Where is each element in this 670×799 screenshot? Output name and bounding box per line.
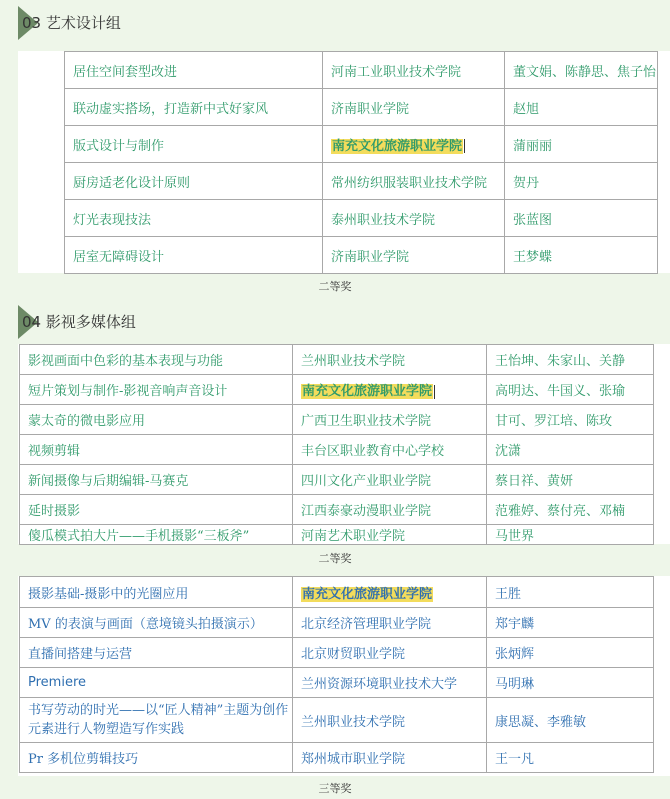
work-title: Pr 多机位剪辑技巧	[20, 743, 293, 773]
authors: 甘可、罗江培、陈玫	[487, 405, 654, 435]
section-header-art-design	[0, 6, 670, 40]
authors: 康思凝、李雅敏	[487, 698, 654, 743]
text-cursor	[434, 385, 435, 399]
table-row	[20, 435, 654, 465]
authors: 郑宇麟	[487, 608, 654, 638]
table-row	[20, 638, 654, 668]
table-row	[65, 52, 658, 89]
authors: 张蓝图	[505, 200, 658, 237]
authors: 蔡日祥、黄妍	[487, 465, 654, 495]
table-row	[20, 345, 654, 375]
authors: 王胜	[487, 577, 654, 608]
school: 河南工业职业技术学院	[323, 52, 505, 89]
school: 兰州资源环境职业技术大学	[293, 668, 487, 698]
authors: 张炳辉	[487, 638, 654, 668]
school: 北京财贸职业学院	[293, 638, 487, 668]
school: 江西泰豪动漫职业学院	[293, 495, 487, 525]
work-title: 厨房适老化设计原则	[65, 163, 323, 200]
table-row	[65, 89, 658, 126]
award-table-3	[19, 576, 654, 773]
work-title: 延时摄影	[20, 495, 293, 525]
authors: 蒲丽丽	[505, 126, 658, 163]
table-row	[20, 743, 654, 773]
award-table-1	[64, 51, 658, 274]
table-caption: 二等奖	[318, 280, 352, 293]
section-title: 03 艺术设计组	[22, 14, 121, 32]
authors: 范雅婷、蔡付亮、邓楠	[487, 495, 654, 525]
authors: 董文娟、陈静思、焦子怡	[505, 52, 658, 89]
table-caption: 三等奖	[318, 782, 352, 795]
work-title: 视频剪辑	[20, 435, 293, 465]
authors: 马世界	[487, 525, 654, 545]
section-title: 04 影视多媒体组	[22, 313, 136, 331]
highlighted-school: 南充文化旅游职业学院	[302, 384, 433, 399]
table-row	[20, 668, 654, 698]
school: 兰州职业技术学院	[293, 345, 487, 375]
table-row	[20, 698, 654, 743]
work-title: 傻瓜模式拍大片——手机摄影“三板斧”	[20, 525, 293, 545]
table-row	[20, 608, 654, 638]
school: 四川文化产业职业学院	[293, 465, 487, 495]
table-row	[20, 577, 654, 608]
work-title: 联动虚实搭场，打造新中式好家风	[65, 89, 323, 126]
award-table-2	[19, 344, 654, 545]
work-title: 摄影基础-摄影中的光圈应用	[20, 577, 293, 608]
authors: 王一凡	[487, 743, 654, 773]
school: 北京经济管理职业学院	[293, 608, 487, 638]
authors: 沈潇	[487, 435, 654, 465]
table-row	[20, 525, 654, 545]
authors: 马明琳	[487, 668, 654, 698]
table-row	[65, 200, 658, 237]
table-row	[65, 126, 658, 163]
school: 兰州职业技术学院	[293, 698, 487, 743]
table-row	[20, 495, 654, 525]
authors: 贺丹	[505, 163, 658, 200]
school-cell	[323, 126, 505, 163]
school: 泰州职业技术学院	[323, 200, 505, 237]
school: 郑州城市职业学院	[293, 743, 487, 773]
school-cell	[293, 375, 487, 405]
school: 河南艺术职业学院	[293, 525, 487, 545]
school: 济南职业学院	[323, 237, 505, 274]
authors: 王梦蝶	[505, 237, 658, 274]
table-caption: 二等奖	[318, 552, 352, 565]
highlighted-school: 南充文化旅游职业学院	[302, 586, 433, 602]
work-title: Premiere	[20, 668, 293, 698]
school: 广西卫生职业技术学院	[293, 405, 487, 435]
work-title: 蒙太奇的微电影应用	[20, 405, 293, 435]
text-cursor	[464, 139, 465, 153]
work-title: 新闻摄像与后期编辑-马赛克	[20, 465, 293, 495]
table-row	[20, 465, 654, 495]
highlighted-school: 南充文化旅游职业学院	[332, 138, 463, 154]
table-row	[65, 237, 658, 274]
work-title: 影视画面中色彩的基本表现与功能	[20, 345, 293, 375]
table-row	[20, 405, 654, 435]
authors: 王怡坤、朱家山、关静	[487, 345, 654, 375]
school-cell	[293, 577, 487, 608]
work-title: 居室无障碍设计	[65, 237, 323, 274]
work-title: 灯光表现技法	[65, 200, 323, 237]
authors: 高明达、牛国义、张瑜	[487, 375, 654, 405]
table-row	[20, 375, 654, 405]
work-title: 直播间搭建与运营	[20, 638, 293, 668]
work-title: MV 的表演与画面（意境镜头拍摄演示）	[20, 608, 293, 638]
work-title: 短片策划与制作-影视音响声音设计	[20, 375, 293, 405]
authors: 赵旭	[505, 89, 658, 126]
school: 丰台区职业教育中心学校	[293, 435, 487, 465]
school: 常州纺织服装职业技术学院	[323, 163, 505, 200]
school: 济南职业学院	[323, 89, 505, 126]
table-row	[65, 163, 658, 200]
work-title: 书写劳动的时光——以“匠人精神”主题为创作元素进行人物塑造写作实践	[20, 698, 293, 743]
work-title: 居住空间套型改进	[65, 52, 323, 89]
section-header-film-multimedia	[0, 305, 670, 339]
work-title: 版式设计与制作	[65, 126, 323, 163]
